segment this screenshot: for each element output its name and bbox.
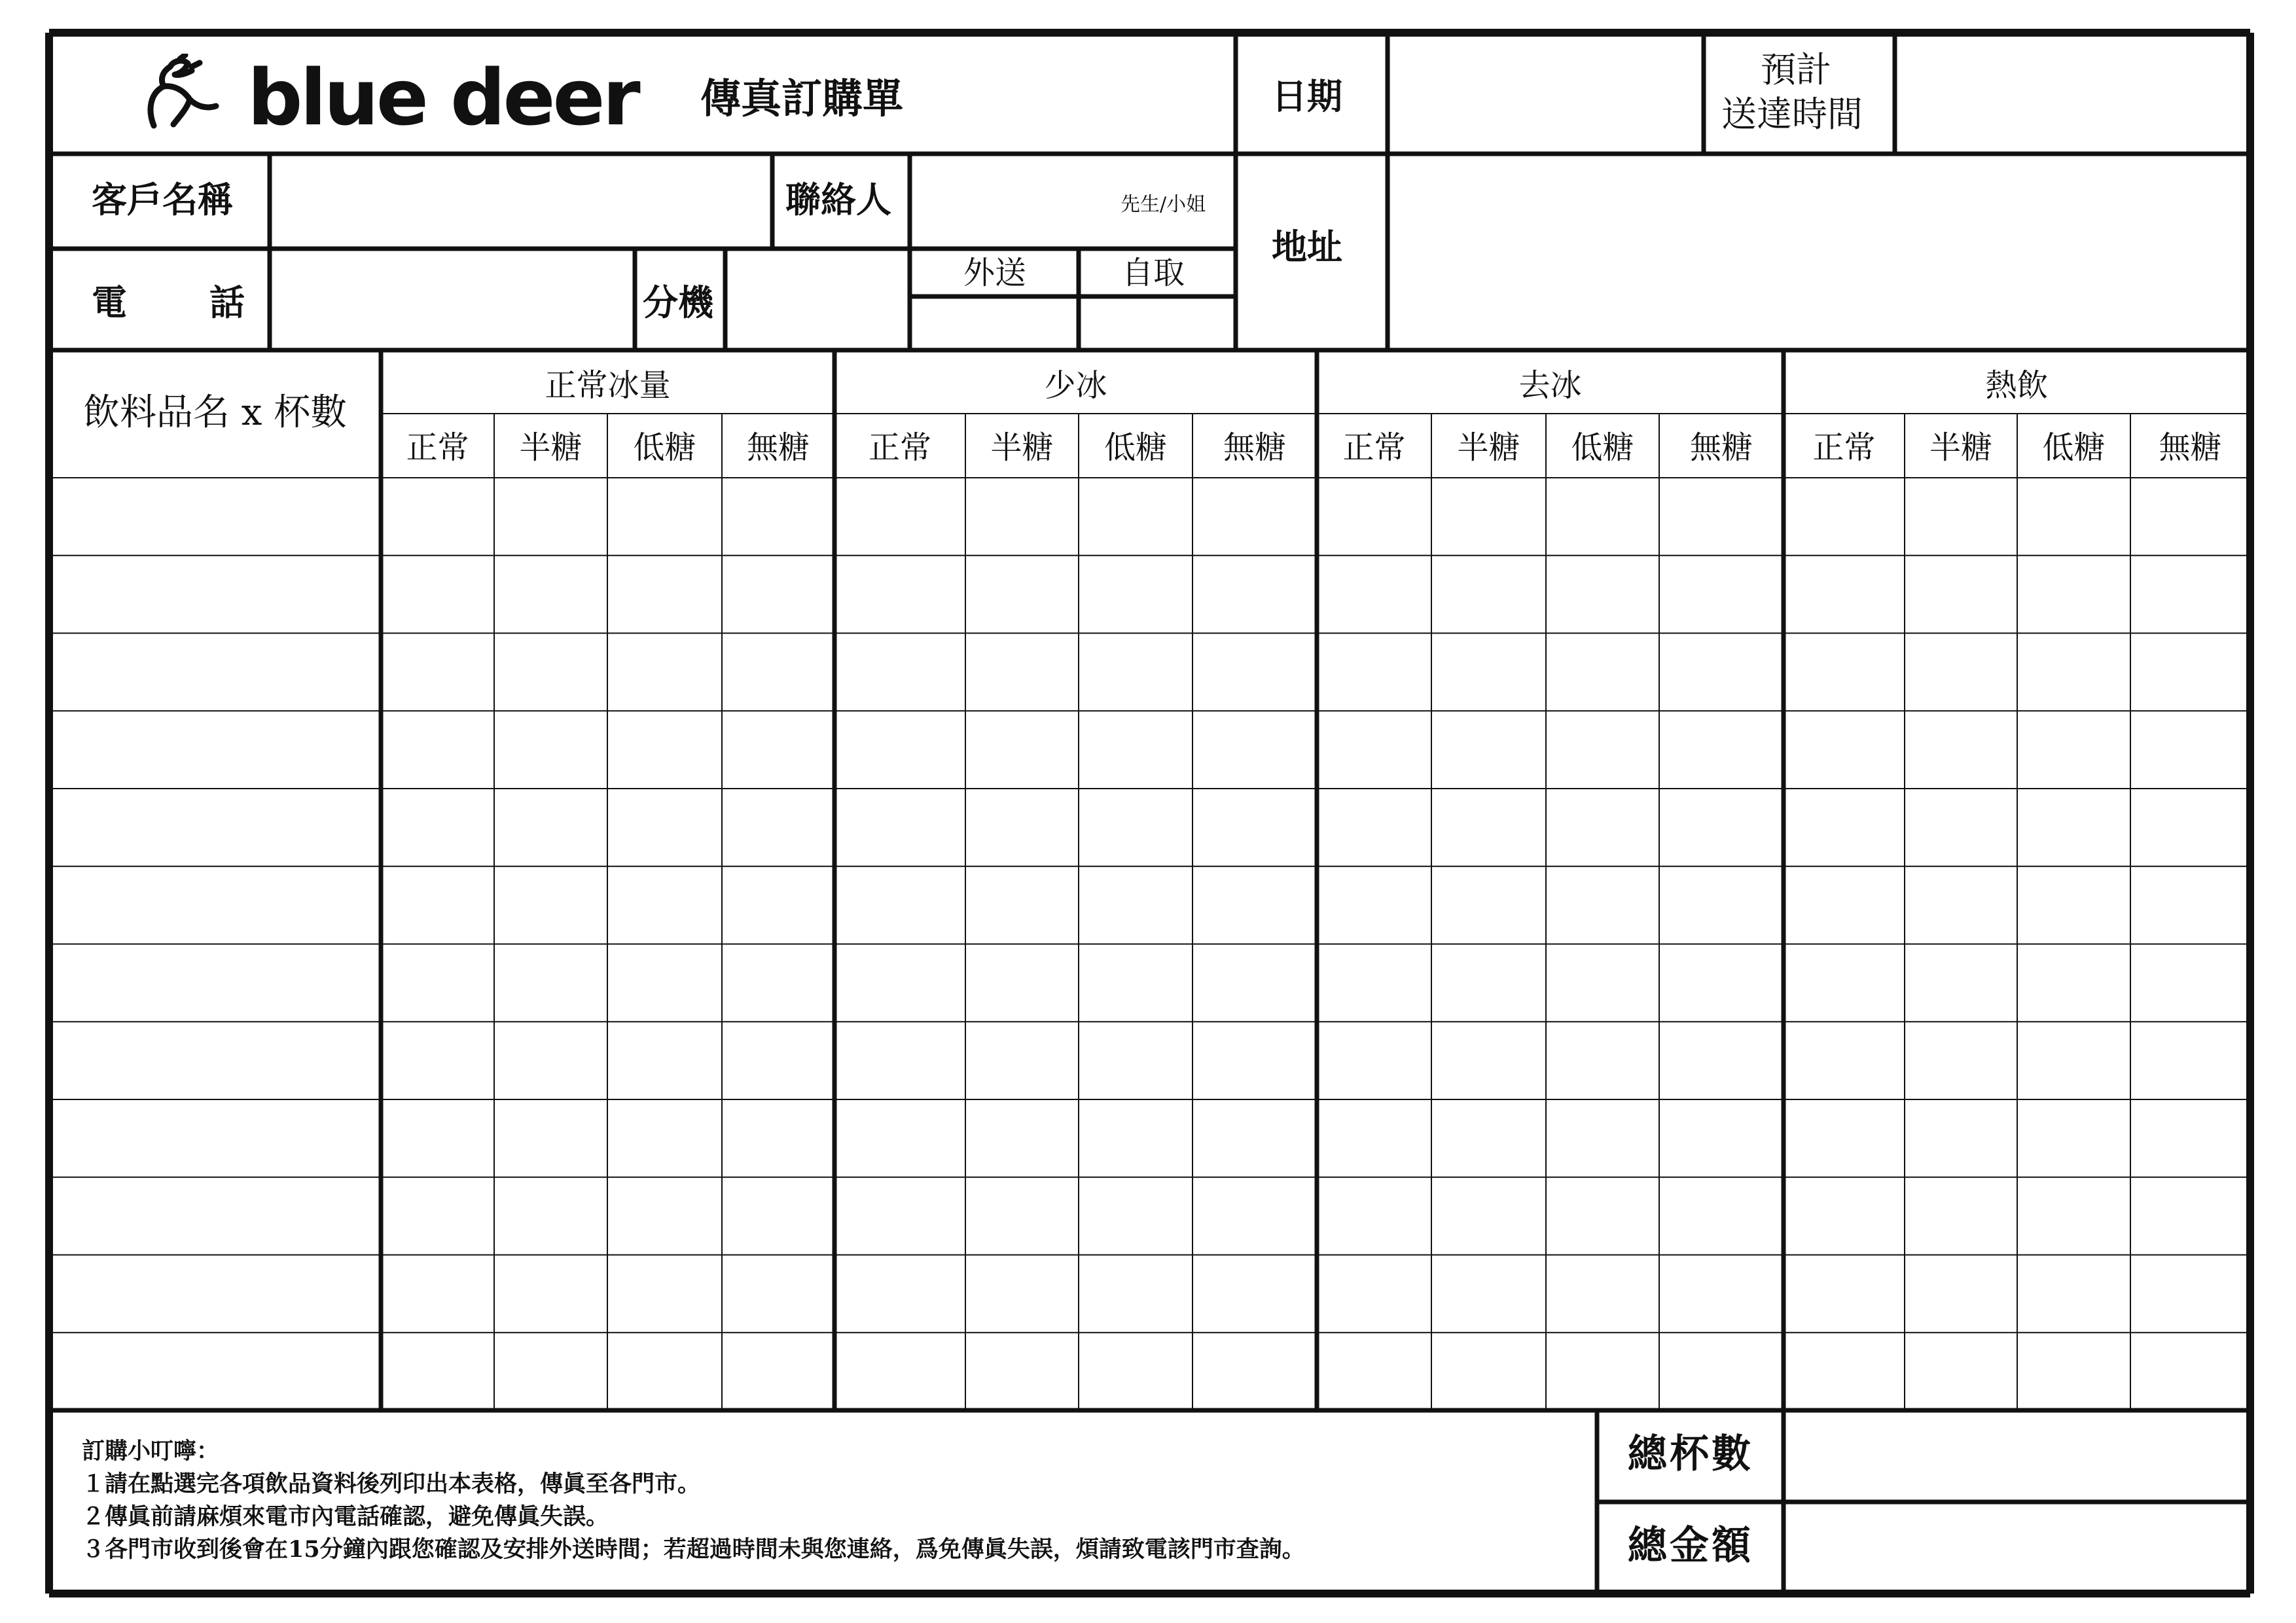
- quantity-cell[interactable]: [1548, 1179, 1657, 1254]
- quantity-cell[interactable]: [1433, 635, 1544, 710]
- quantity-cell[interactable]: [2132, 479, 2248, 554]
- quantity-cell[interactable]: [1433, 1101, 1544, 1176]
- quantity-cell[interactable]: [2132, 712, 2248, 787]
- quantity-cell[interactable]: [1081, 712, 1191, 787]
- quantity-cell[interactable]: [383, 1101, 492, 1176]
- quantity-cell[interactable]: [1548, 946, 1657, 1021]
- quantity-cell[interactable]: [2132, 1179, 2248, 1254]
- quantity-cell[interactable]: [2019, 1179, 2128, 1254]
- pickup-checkbox[interactable]: [1080, 298, 1232, 347]
- quantity-cell[interactable]: [1907, 712, 2015, 787]
- phone-label-a: 電: [92, 281, 127, 323]
- quantity-cell[interactable]: [1081, 1101, 1191, 1176]
- quantity-cell[interactable]: [724, 479, 833, 554]
- quantity-cell[interactable]: [836, 1023, 963, 1098]
- quantity-cell[interactable]: [1785, 479, 1903, 554]
- quantity-cell[interactable]: [2019, 557, 2128, 632]
- quantity-cell[interactable]: [1319, 1101, 1429, 1176]
- quantity-cell[interactable]: [1081, 1179, 1191, 1254]
- quantity-cell[interactable]: [2019, 1334, 2128, 1409]
- quantity-cell[interactable]: [2019, 868, 2128, 943]
- quantity-cell[interactable]: [1319, 946, 1429, 1021]
- quantity-cell[interactable]: [1907, 1334, 2015, 1409]
- quantity-cell[interactable]: [836, 1334, 963, 1409]
- quantity-cell[interactable]: [1194, 635, 1315, 710]
- sugar-level-header: 半糖: [990, 429, 1054, 466]
- quantity-cell[interactable]: [724, 946, 833, 1021]
- sugar-level-header: 低糖: [2042, 429, 2106, 466]
- quantity-cell[interactable]: [1548, 557, 1657, 632]
- item-name-cell[interactable]: [53, 635, 378, 710]
- quantity-cell[interactable]: [1661, 635, 1782, 710]
- form-title: 傳真訂購單: [700, 75, 904, 122]
- sugar-level-header: 正常: [1812, 429, 1876, 466]
- date-field[interactable]: [1390, 36, 1701, 154]
- quantity-cell[interactable]: [1194, 790, 1315, 865]
- delivery-checkbox[interactable]: [911, 298, 1077, 347]
- quantity-cell[interactable]: [1548, 479, 1657, 554]
- quantity-cell[interactable]: [2132, 946, 2248, 1021]
- quantity-cell[interactable]: [967, 479, 1077, 554]
- quantity-cell[interactable]: [1319, 712, 1429, 787]
- sugar-level-header: 低糖: [1571, 429, 1634, 466]
- quantity-cell[interactable]: [1661, 712, 1782, 787]
- quantity-cell[interactable]: [2132, 868, 2248, 943]
- quantity-cell[interactable]: [383, 635, 492, 710]
- delivery-label: 外送: [963, 255, 1027, 291]
- address-label: 地址: [1272, 226, 1342, 268]
- quantity-cell[interactable]: [383, 1257, 492, 1332]
- quantity-cell[interactable]: [1081, 557, 1191, 632]
- quantity-cell[interactable]: [1548, 1257, 1657, 1332]
- quantity-cell[interactable]: [609, 868, 720, 943]
- eta-label-line2: 送達時間: [1721, 94, 1863, 135]
- sugar-level-header: 半糖: [1457, 429, 1520, 466]
- quantity-cell[interactable]: [967, 712, 1077, 787]
- item-name-cell[interactable]: [53, 790, 378, 865]
- quantity-cell[interactable]: [609, 946, 720, 1021]
- quantity-cell[interactable]: [2019, 1101, 2128, 1176]
- quantity-cell[interactable]: [383, 1179, 492, 1254]
- quantity-cell[interactable]: [496, 635, 605, 710]
- quantity-cell[interactable]: [2132, 557, 2248, 632]
- notes-title: 訂購小叮嚀：: [82, 1438, 220, 1465]
- quantity-cell[interactable]: [836, 1101, 963, 1176]
- item-name-cell[interactable]: [53, 1101, 378, 1176]
- date-label: 日期: [1272, 75, 1342, 117]
- quantity-cell[interactable]: [1907, 1023, 2015, 1098]
- quantity-cell[interactable]: [496, 946, 605, 1021]
- quantity-cell[interactable]: [1907, 868, 2015, 943]
- sugar-level-header: 正常: [1342, 429, 1406, 466]
- quantity-cell[interactable]: [1319, 1257, 1429, 1332]
- notes-line-3: ３各門市收到後會在15分鐘內跟您確認及安排外送時間；若超過時間未與您連絡，爲免傳眞失誤，煩請致電該門市查詢。: [82, 1536, 1305, 1563]
- quantity-cell[interactable]: [1433, 1334, 1544, 1409]
- quantity-cell[interactable]: [1433, 1023, 1544, 1098]
- quantity-cell[interactable]: [2019, 1257, 2128, 1332]
- quantity-cell[interactable]: [496, 479, 605, 554]
- quantity-cell[interactable]: [724, 1257, 833, 1332]
- quantity-cell[interactable]: [1661, 1334, 1782, 1409]
- quantity-cell[interactable]: [1548, 868, 1657, 943]
- eta-label-line1: 預計: [1761, 49, 1831, 90]
- quantity-cell[interactable]: [2019, 790, 2128, 865]
- quantity-cell[interactable]: [383, 1023, 492, 1098]
- quantity-cell[interactable]: [836, 712, 963, 787]
- quantity-cell[interactable]: [383, 557, 492, 632]
- quantity-cell[interactable]: [2132, 1334, 2248, 1409]
- sugar-level-header: 正常: [868, 429, 931, 466]
- quantity-cell[interactable]: [1194, 557, 1315, 632]
- quantity-cell[interactable]: [1661, 1257, 1782, 1332]
- quantity-cell[interactable]: [1433, 1179, 1544, 1254]
- quantity-cell[interactable]: [1907, 635, 2015, 710]
- quantity-cell[interactable]: [1785, 712, 1903, 787]
- sugar-level-header: 無糖: [2159, 429, 2222, 466]
- item-name-cell[interactable]: [53, 479, 378, 554]
- item-name-cell[interactable]: [53, 1179, 378, 1254]
- quantity-cell[interactable]: [836, 635, 963, 710]
- quantity-cell[interactable]: [496, 790, 605, 865]
- quantity-cell[interactable]: [1319, 1179, 1429, 1254]
- quantity-cell[interactable]: [1785, 635, 1903, 710]
- quantity-cell[interactable]: [1661, 1023, 1782, 1098]
- quantity-cell[interactable]: [383, 790, 492, 865]
- quantity-cell[interactable]: [836, 946, 963, 1021]
- quantity-cell[interactable]: [383, 1334, 492, 1409]
- quantity-cell[interactable]: [1433, 1257, 1544, 1332]
- quantity-cell[interactable]: [1548, 712, 1657, 787]
- quantity-cell[interactable]: [1194, 946, 1315, 1021]
- quantity-cell[interactable]: [1907, 479, 2015, 554]
- quantity-cell[interactable]: [496, 1179, 605, 1254]
- sugar-level-header: 無糖: [1223, 429, 1286, 466]
- quantity-cell[interactable]: [609, 1179, 720, 1254]
- quantity-cell[interactable]: [967, 557, 1077, 632]
- quantity-cell[interactable]: [1785, 1101, 1903, 1176]
- item-name-cell[interactable]: [53, 946, 378, 1021]
- quantity-cell[interactable]: [724, 557, 833, 632]
- quantity-cell[interactable]: [1081, 479, 1191, 554]
- phone-field[interactable]: [274, 249, 634, 347]
- quantity-cell[interactable]: [496, 1257, 605, 1332]
- contact-label: 聯絡人: [785, 179, 891, 221]
- quantity-cell[interactable]: [609, 1334, 720, 1409]
- quantity-cell[interactable]: [1319, 635, 1429, 710]
- quantity-cell[interactable]: [724, 1179, 833, 1254]
- quantity-cell[interactable]: [1319, 1334, 1429, 1409]
- quantity-cell[interactable]: [967, 635, 1077, 710]
- quantity-cell[interactable]: [496, 712, 605, 787]
- quantity-cell[interactable]: [1081, 946, 1191, 1021]
- quantity-cell[interactable]: [609, 1257, 720, 1332]
- quantity-cell[interactable]: [1907, 1101, 2015, 1176]
- quantity-cell[interactable]: [836, 479, 963, 554]
- quantity-cell[interactable]: [1194, 1179, 1315, 1254]
- quantity-cell[interactable]: [1548, 790, 1657, 865]
- quantity-cell[interactable]: [836, 868, 963, 943]
- quantity-cell[interactable]: [1433, 946, 1544, 1021]
- quantity-cell[interactable]: [1661, 790, 1782, 865]
- quantity-cell[interactable]: [496, 557, 605, 632]
- quantity-cell[interactable]: [967, 790, 1077, 865]
- quantity-cell[interactable]: [1785, 1023, 1903, 1098]
- quantity-cell[interactable]: [724, 1023, 833, 1098]
- quantity-cell[interactable]: [1907, 790, 2015, 865]
- item-name-cell[interactable]: [53, 868, 378, 943]
- sugar-level-header: 半糖: [519, 429, 583, 466]
- quantity-cell[interactable]: [1785, 868, 1903, 943]
- quantity-cell[interactable]: [1907, 557, 2015, 632]
- total-cups-label: 總杯數: [1628, 1431, 1753, 1477]
- quantity-cell[interactable]: [496, 1334, 605, 1409]
- item-name-cell[interactable]: [53, 1334, 378, 1409]
- quantity-cell[interactable]: [1548, 1101, 1657, 1176]
- quantity-cell[interactable]: [724, 635, 833, 710]
- quantity-cell[interactable]: [1081, 790, 1191, 865]
- quantity-cell[interactable]: [1907, 946, 2015, 1021]
- extension-label: 分機: [643, 281, 713, 323]
- quantity-cell[interactable]: [496, 868, 605, 943]
- deer-logo-icon: [134, 54, 219, 132]
- quantity-cell[interactable]: [967, 1334, 1077, 1409]
- customer-name-label: 客戶名稱: [92, 179, 233, 221]
- quantity-cell[interactable]: [1661, 1179, 1782, 1254]
- quantity-cell[interactable]: [724, 790, 833, 865]
- quantity-cell[interactable]: [967, 1023, 1077, 1098]
- quantity-cell[interactable]: [609, 479, 720, 554]
- quantity-cell[interactable]: [1785, 946, 1903, 1021]
- quantity-cell[interactable]: [609, 635, 720, 710]
- honorific-text: 先生/小姐: [1121, 193, 1206, 216]
- quantity-cell[interactable]: [1081, 1257, 1191, 1332]
- quantity-cell[interactable]: [1548, 635, 1657, 710]
- quantity-cell[interactable]: [2019, 946, 2128, 1021]
- quantity-cell[interactable]: [1081, 635, 1191, 710]
- quantity-cell[interactable]: [967, 946, 1077, 1021]
- quantity-cell[interactable]: [496, 1101, 605, 1176]
- quantity-cell[interactable]: [967, 1257, 1077, 1332]
- group-header: 正常冰量: [545, 367, 671, 404]
- customer-name-field[interactable]: [274, 156, 771, 247]
- quantity-cell[interactable]: [1661, 868, 1782, 943]
- sugar-level-header: 無糖: [1689, 429, 1753, 466]
- quantity-cell[interactable]: [967, 1101, 1077, 1176]
- quantity-cell[interactable]: [1194, 1334, 1315, 1409]
- brand-name: blue deer: [247, 52, 638, 143]
- quantity-cell[interactable]: [1319, 479, 1429, 554]
- quantity-cell[interactable]: [1319, 790, 1429, 865]
- quantity-cell[interactable]: [1661, 557, 1782, 632]
- quantity-cell[interactable]: [1194, 1101, 1315, 1176]
- item-column-header: 飲料品名 x 杯數: [83, 391, 348, 434]
- quantity-cell[interactable]: [836, 1179, 963, 1254]
- sugar-level-header: 低糖: [633, 429, 696, 466]
- quantity-cell[interactable]: [836, 1257, 963, 1332]
- quantity-cell[interactable]: [724, 868, 833, 943]
- item-name-cell[interactable]: [53, 712, 378, 787]
- quantity-cell[interactable]: [1319, 1023, 1429, 1098]
- quantity-cell[interactable]: [496, 1023, 605, 1098]
- quantity-cell[interactable]: [1433, 712, 1544, 787]
- quantity-cell[interactable]: [1081, 1023, 1191, 1098]
- group-header: 熱飲: [1985, 367, 2049, 404]
- quantity-cell[interactable]: [1548, 1023, 1657, 1098]
- quantity-cell[interactable]: [609, 1023, 720, 1098]
- quantity-cell[interactable]: [967, 868, 1077, 943]
- quantity-cell[interactable]: [383, 868, 492, 943]
- quantity-cell[interactable]: [967, 1179, 1077, 1254]
- quantity-cell[interactable]: [1785, 1334, 1903, 1409]
- quantity-cell[interactable]: [1785, 557, 1903, 632]
- quantity-cell[interactable]: [724, 712, 833, 787]
- quantity-cell[interactable]: [1194, 712, 1315, 787]
- quantity-cell[interactable]: [1319, 557, 1429, 632]
- quantity-cell[interactable]: [1194, 1023, 1315, 1098]
- notes-line-1: １請在點選完各項飲品資料後列印出本表格，傳眞至各門市。: [82, 1471, 701, 1497]
- total-cups-field[interactable]: [1787, 1411, 2248, 1499]
- sugar-level-header: 半糖: [1929, 429, 1992, 466]
- quantity-cell[interactable]: [2132, 790, 2248, 865]
- extension-field[interactable]: [728, 249, 908, 347]
- quantity-cell[interactable]: [383, 712, 492, 787]
- quantity-cell[interactable]: [724, 1101, 833, 1176]
- quantity-cell[interactable]: [1907, 1179, 2015, 1254]
- quantity-cell[interactable]: [1433, 790, 1544, 865]
- group-header: 去冰: [1518, 367, 1582, 404]
- total-amount-label: 總金額: [1628, 1523, 1753, 1569]
- total-amount-field[interactable]: [1787, 1503, 2248, 1591]
- notes-line-2: ２傳眞前請麻煩來電市內電話確認，避免傳眞失誤。: [82, 1503, 609, 1530]
- quantity-cell[interactable]: [1785, 1179, 1903, 1254]
- quantity-cell[interactable]: [2019, 712, 2128, 787]
- quantity-cell[interactable]: [1319, 868, 1429, 943]
- pickup-label: 自取: [1122, 255, 1185, 291]
- quantity-cell[interactable]: [1194, 868, 1315, 943]
- sugar-level-header: 低糖: [1103, 429, 1167, 466]
- quantity-cell[interactable]: [2132, 1257, 2248, 1332]
- quantity-cell[interactable]: [1433, 868, 1544, 943]
- quantity-cell[interactable]: [1661, 1101, 1782, 1176]
- quantity-cell[interactable]: [2132, 635, 2248, 710]
- quantity-cell[interactable]: [1661, 479, 1782, 554]
- quantity-cell[interactable]: [724, 1334, 833, 1409]
- quantity-cell[interactable]: [609, 790, 720, 865]
- quantity-cell[interactable]: [1433, 479, 1544, 554]
- quantity-cell[interactable]: [1907, 1257, 2015, 1332]
- quantity-cell[interactable]: [1785, 1257, 1903, 1332]
- quantity-cell[interactable]: [383, 946, 492, 1021]
- quantity-cell[interactable]: [1194, 1257, 1315, 1332]
- quantity-cell[interactable]: [1081, 1334, 1191, 1409]
- quantity-cell[interactable]: [2132, 1023, 2248, 1098]
- quantity-cell[interactable]: [383, 479, 492, 554]
- quantity-cell[interactable]: [2019, 479, 2128, 554]
- quantity-cell[interactable]: [1785, 790, 1903, 865]
- sugar-level-header: 無糖: [746, 429, 810, 466]
- item-name-cell[interactable]: [53, 1023, 378, 1098]
- quantity-cell[interactable]: [2019, 1023, 2128, 1098]
- sugar-level-header: 正常: [406, 429, 469, 466]
- quantity-cell[interactable]: [836, 790, 963, 865]
- quantity-cell[interactable]: [1661, 946, 1782, 1021]
- quantity-cell[interactable]: [2019, 635, 2128, 710]
- quantity-cell[interactable]: [609, 557, 720, 632]
- quantity-cell[interactable]: [609, 712, 720, 787]
- phone-label-b: 話: [209, 281, 245, 323]
- address-field[interactable]: [1390, 156, 2248, 347]
- group-header: 少冰: [1044, 367, 1107, 404]
- item-name-cell[interactable]: [53, 1257, 378, 1332]
- quantity-cell[interactable]: [836, 557, 963, 632]
- item-name-cell[interactable]: [53, 557, 378, 632]
- quantity-cell[interactable]: [1081, 868, 1191, 943]
- quantity-cell[interactable]: [2132, 1101, 2248, 1176]
- quantity-cell[interactable]: [1194, 479, 1315, 554]
- quantity-cell[interactable]: [1548, 1334, 1657, 1409]
- quantity-cell[interactable]: [1433, 557, 1544, 632]
- eta-field[interactable]: [1897, 36, 2247, 154]
- quantity-cell[interactable]: [609, 1101, 720, 1176]
